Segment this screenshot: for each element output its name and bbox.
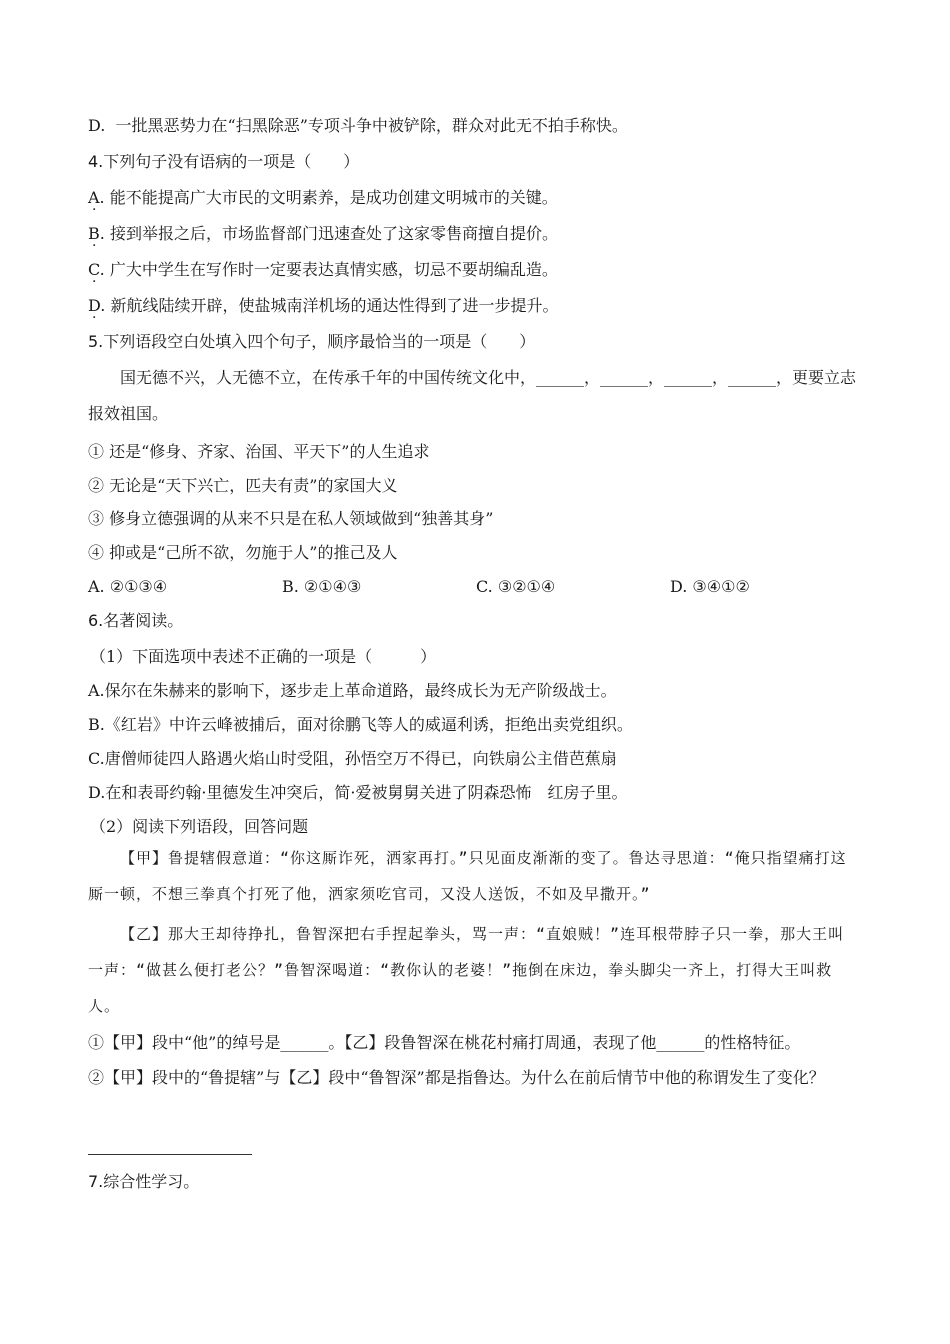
q6-question-2: ②【甲】段中的“鲁提辖”与【乙】段中“鲁智深”都是指鲁达。为什么在前后情节中他的称谓发生了变化？ bbox=[88, 1068, 825, 1087]
q6-title: 6.名著阅读。 bbox=[88, 611, 184, 630]
q5-sentence-2: ② 无论是“天下兴亡，匹夫有责”的家国大义 bbox=[88, 476, 398, 495]
q5-title: 5.下列语段空白处填入四个句子，顺序最恰当的一项是（ ） bbox=[88, 332, 536, 351]
q4-option-c[interactable]: C. . 广大中学生在写作时一定要表达真情实感，切忌不要胡编乱造。 bbox=[88, 260, 558, 280]
q6-passage-yi: 【乙】那大王却待挣扎，鲁智深把右手捏起拳头，骂一声：“直娘贼！”连耳根带脖子只一拳，那大王叫一声：“做甚么便打老公？”鲁智深喝道：“教你认的老婆！”拖倒在床边，拳头脚尖一齐上，打得大王叫救人。 bbox=[88, 925, 845, 1015]
q6-passage-jia: 【甲】鲁提辖假意道：“你这厮诈死，洒家再打。”只见面皮渐渐的变了。鲁达寻思道：“俺只指望痛打这厮一顿，不想三拳真个打死了他，洒家须吃官司，又没人送饭，不如及早撒开。” bbox=[88, 849, 847, 903]
q6-sub1-option-d[interactable]: D.在和表哥约翰·里德发生冲突后，简·爱被舅舅关进了阴森恐怖 红房子里。 bbox=[88, 783, 628, 802]
q5-sentence-1: ① 还是“修身、齐家、治国、平天下”的人生追求 bbox=[88, 442, 430, 461]
q5-choice-d[interactable]: D. ③④①② bbox=[670, 577, 750, 596]
q6-sub1: （1）下面选项中表述不正确的一项是（ ） bbox=[90, 647, 437, 666]
q6-sub1-option-a[interactable]: A.保尔在朱赫来的影响下，逐步走上革命道路，最终成长为无产阶级战士。 bbox=[88, 681, 617, 700]
q5-choice-a[interactable]: A. ②①③④ bbox=[88, 577, 168, 596]
q4-option-b[interactable]: B. . 接到举报之后，市场监督部门迅速查处了这家零售商擅自提价。 bbox=[88, 224, 558, 244]
q5-choice-b[interactable]: B. ②①④③ bbox=[282, 577, 362, 596]
q4-title: 4.下列句子没有语病的一项是（ ） bbox=[88, 152, 360, 171]
q6-sub1-option-b[interactable]: B.《红岩》中许云峰被捕后，面对徐鹏飞等人的威逼利诱，拒绝出卖党组织。 bbox=[88, 715, 633, 734]
q4-option-a[interactable]: A. . 能不能提高广大市民的文明素养，是成功创建文明城市的关键。 bbox=[88, 188, 558, 208]
q7-title: 7.综合性学习。 bbox=[88, 1172, 200, 1191]
q5-sentence-4: ④ 抑或是“己所不欲，勿施于人”的推己及人 bbox=[88, 543, 398, 562]
q6-sub2: （2）阅读下列语段，回答问题 bbox=[90, 817, 309, 836]
q5-passage: 国无德不兴，人无德不立，在传承千年的中国传统文化中，______，______，______，______，更要立志报效祖国。 bbox=[88, 368, 857, 423]
q5-sentence-3: ③ 修身立德强调的从来不只是在私人领域做到“独善其身” bbox=[88, 509, 494, 528]
q6-sub1-option-c[interactable]: C.唐僧师徒四人路遇火焰山时受阻，孙悟空万不得已，向铁扇公主借芭蕉扇 bbox=[88, 749, 617, 768]
q4-option-d[interactable]: D. . 新航线陆续开辟，使盐城南洋机场的通达性得到了进一步提升。 bbox=[88, 296, 558, 316]
q5-choice-c[interactable]: C. ③②①④ bbox=[476, 577, 556, 596]
q3-option-d: D. 一批黑恶势力在“扫黑除恶”专项斗争中被铲除，群众对此无不拍手称快。 bbox=[88, 116, 628, 135]
q6-question-1: ①【甲】段中“他”的绰号是______。【乙】段鲁智深在桃花村痛打周通，表现了他______的性格特征。 bbox=[88, 1033, 801, 1052]
answer-line[interactable] bbox=[88, 1154, 252, 1155]
